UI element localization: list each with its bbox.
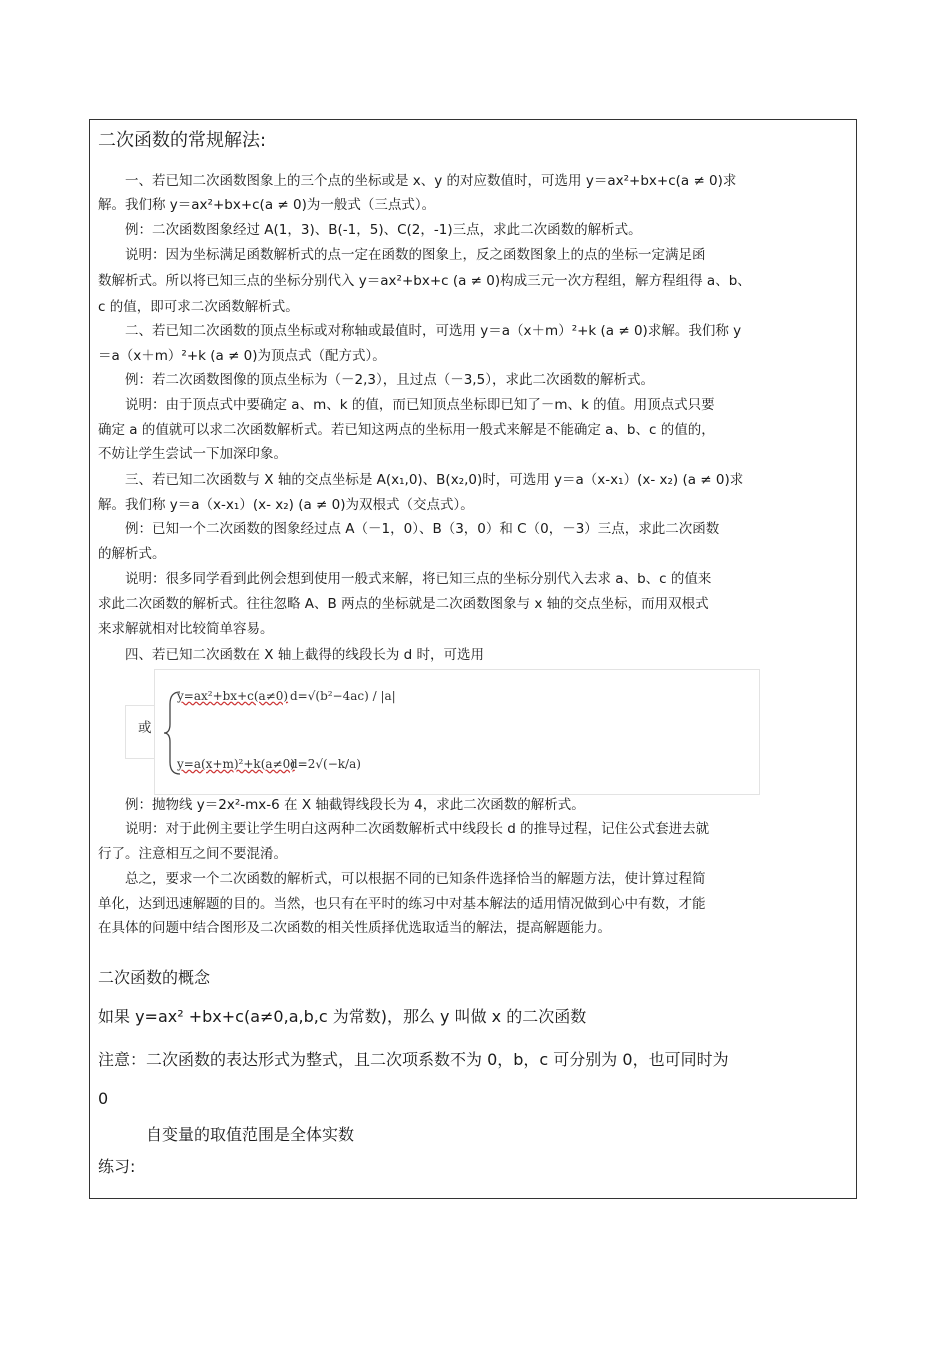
text-line: 在具体的问题中结合图形及二次函数的相关性质择优选取适当的解法，提高解题能力。 [98, 920, 611, 936]
text-line: 说明：很多同学看到此例会想到使用一般式来解，将已知三点的坐标分别代入去求 a、b、c 的值来 [98, 571, 712, 587]
formula-general-d: d=√(b²−4ac) / |a| [290, 689, 396, 703]
or-label: 或 [138, 720, 152, 736]
text-line: 解。我们称 y＝a（x-x₁）(x- x₂) (a ≠ 0)为双根式（交点式）。 [98, 497, 474, 513]
text-line: 行了。注意相互之间不要混淆。 [98, 846, 287, 862]
text-line: 确定 a 的值就可以求二次函数解析式。若已知这两点的坐标用一般式来解是不能确定 a、b、c 的值的， [98, 422, 715, 438]
formula-general: y=ax²+bx+c(a≠0) [177, 689, 289, 703]
text-line: ＝a（x＋m）²+k (a ≠ 0)为顶点式（配方式）。 [98, 348, 386, 364]
text-line: 说明：对于此例主要让学生明白这两种二次函数解析式中线段长 d 的推导过程，记住公式套进去就 [98, 821, 710, 837]
definition-line: 如果 y=ax² +bx+c(a≠0,a,b,c 为常数)，那么 y 叫做 x 的二次函数 [98, 1007, 587, 1026]
text-line: 单化，达到迅速解题的目的。当然，也只有在平时的练习中对基本解法的适用情况做到心中有数，才能 [98, 896, 706, 912]
text-line: 例：二次函数图象经过 A(1，3)、B(-1，5)、C(2，-1)三点，求此二次函数的解析式。 [98, 222, 642, 238]
formula-image [154, 669, 760, 795]
text-line: 来求解就相对比较简单容易。 [98, 621, 274, 637]
domain-line: 自变量的取值范围是全体实数 [98, 1125, 355, 1144]
formula-vertex-d: d=2√(−k/a) [290, 757, 361, 771]
text-line: 例：抛物线 y＝2x²-mx-6 在 X 轴截锝线段长为 4，求此二次函数的解析式。 [98, 797, 585, 813]
text-line: 二、若已知二次函数的顶点坐标或对称轴或最值时，可选用 y＝a（x＋m）²+k (a ≠ 0)求解。我们称 y [98, 323, 742, 339]
practice-label: 练习: [98, 1157, 136, 1176]
text-line: 解。我们称 y＝ax²+bx+c(a ≠ 0)为一般式（三点式）。 [98, 197, 436, 213]
text-line: 不妨让学生尝试一下加深印象。 [98, 446, 287, 462]
text-line: 总之，要求一个二次函数的解析式，可以根据不同的已知条件选择恰当的解题方法，使计算过程简 [98, 871, 706, 887]
text-line: 例：若二次函数图像的顶点坐标为（－2,3），且过点（－3,5），求此二次函数的解析式。 [98, 372, 654, 388]
text-line: 的解析式。 [98, 546, 166, 562]
text-line: 说明：因为坐标满足函数解析式的点一定在函数的图象上，反之函数图象上的点的坐标一定满足函 [98, 247, 706, 263]
text-line: c 的值，即可求二次函数解析式。 [98, 299, 299, 315]
text-line: 说明：由于顶点式中要确定 a、m、k 的值，而已知顶点坐标即已知了－m、k 的值。用顶点式只要 [98, 397, 715, 413]
note-line-continued: 0 [98, 1089, 109, 1108]
note-line: 注意：二次函数的表达形式为整式，且二次项系数不为 0，b，c 可分别为 0，也可同时为 [98, 1050, 729, 1069]
text-line: 数解析式。所以将已知三点的坐标分别代入 y＝ax²+bx+c (a ≠ 0)构成三元一次方程组，解方程组得 a、b、 [98, 273, 751, 289]
text-line: 例：已知一个二次函数的图象经过点 A（－1，0）、B（3，0）和 C（0，－3）三点，求此二次函数 [98, 521, 720, 537]
section-title-methods: 二次函数的常规解法: [98, 130, 267, 151]
formula-vertex: y=a(x+m)²+k(a≠0) [177, 757, 295, 771]
section-title-concept: 二次函数的概念 [98, 968, 211, 987]
text-line: 三、若已知二次函数与 X 轴的交点坐标是 A(x₁,0)、B(x₂,0)时，可选用 y＝a（x-x₁）(x- x₂) (a ≠ 0)求 [98, 472, 744, 488]
text-line: 四、若已知二次函数在 X 轴上截得的线段长为 d 时，可选用 [98, 647, 484, 663]
text-line: 一、若已知二次函数图象上的三个点的坐标或是 x、y 的对应数值时，可选用 y＝ax²+bx+c(a ≠ 0)求 [98, 173, 737, 189]
text-line: 求此二次函数的解析式。往往忽略 A、B 两点的坐标就是二次函数图象与 x 轴的交点坐标，而用双根式 [98, 596, 709, 612]
